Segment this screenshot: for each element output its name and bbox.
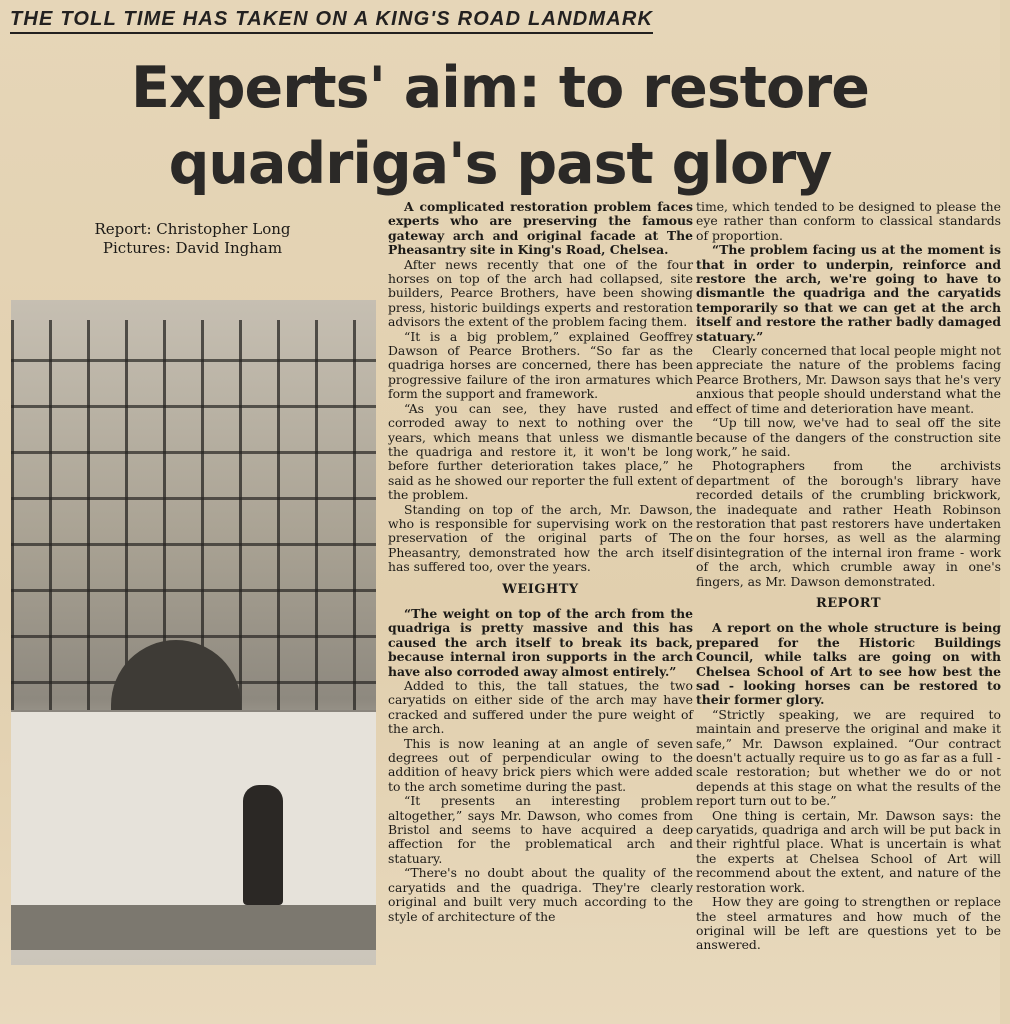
article-paragraph: After news recently that one of the four horses on top of the arch had collapsed, site builders, Pearce Brothers, have been showing press, historic buildings experts and restoration advisors the extent of the problem facing them.: [388, 256, 693, 330]
article-column-middle: [388, 200, 693, 924]
article-paragraph: “It presents an interesting problem altogether,” says Mr. Dawson, who comes from Bristol and seems to have acquired a deep affection for the problematical arch and statuary.: [388, 793, 693, 866]
byline: [60, 220, 325, 258]
pictures-credit: Pictures: David Ingham: [102, 239, 283, 257]
article-paragraph: “As you can see, they have rusted and corroded away to next to nothing over the years, which means that unless we dismantle the quadriga and restore it, it won't be long before further deterioration takes place,” he said as he showed our reporter the full extent of the problem.: [388, 400, 693, 503]
article-paragraph: “The weight on top of the arch from the quadriga is pretty massive and this has caused the arch itself to break its back, because internal iron supports in the arch have also corroded away almost entirely.”: [388, 605, 693, 679]
article-paragraph: time, which tended to be designed to please the eye rather than conform to classical standards of proportion.: [696, 199, 1001, 243]
article-paragraph: “There's no doubt about the quality of the caryatids and the quadriga. They're clearly original and built very much according to the style of architecture of the: [388, 865, 693, 924]
article-paragraph: “It is a big problem,” explained Geoffrey Dawson of Pearce Brothers. “So far as the quadriga horses are concerned, there has been progressive failure of the iron armatures which form the support and framework.: [388, 328, 693, 402]
article-paragraph: “The problem facing us at the moment is that in order to underpin, reinforce and restore the arch, we're going to have to dismantle the quadriga and the caryatids temporarily so that we can get at the arch itself and restore the rather badly damaged statuary.”: [696, 242, 1001, 344]
report-credit: Report: Christopher Long: [94, 220, 291, 238]
article-paragraph: A complicated restoration problem faces experts who are preserving the famous gateway arch and original facade at The Pheasantry site in King's Road, Chelsea.: [388, 199, 693, 258]
site-hoarding: [11, 710, 376, 912]
headline-line-1: Experts' aim: to restore: [131, 55, 869, 121]
article-paragraph: One thing is certain, Mr. Dawson says: the caryatids, quadriga and arch will be put back in their rightful place. What is uncertain is what the experts at Chelsea School of Art will recommend about the extent, and nature of the restoration work.: [696, 807, 1001, 895]
article-paragraph: “Strictly speaking, we are required to maintain and preserve the original and make it safe,” Mr. Dawson explained. “Our contract doesn't actually require us to go as far as a full - scale restoration; but whether we do or not depends at this stage on what the results of the report turn out to be.”: [696, 706, 1001, 809]
article-paragraph: How they are going to strengthen or replace the steel armatures and how much of the original will be left are questions yet to be answered.: [696, 894, 1001, 953]
strapline: THE TOLL TIME HAS TAKEN ON A KING'S ROAD LANDMARK: [10, 8, 653, 34]
article-paragraph: Photographers from the archivists department of the borough's library have recorded details of the crumbling brickwork, the inadequate and rather Heath Robinson restoration that past restorers have undertaken on the four horses, as well as the alarming disintegration of the internal iron frame - work of the arch, which crumble away in one's fingers, as Mr. Dawson demonstrated.: [696, 458, 1001, 589]
article-paragraph: A report on the whole structure is being prepared for the Historic Buildings Council, while talks are going on with Chelsea School of Art to see how best the sad - looking horses can be restored to their former glory.: [696, 620, 1001, 708]
article-paragraph: Clearly concerned that local people might not appreciate the nature of the problems facing Pearce Brothers, Mr. Dawson says that he's very anxious that people should understand what the effect of time and deterioration have meant.: [696, 343, 1001, 416]
subhead-report: REPORT: [815, 595, 882, 611]
article-paragraph: Added to this, the tall statues, the two caryatids on either side of the arch may have cracked and suffered under the pure weight of the arch.: [388, 678, 693, 737]
pedestrian-figure: [243, 785, 283, 905]
subhead-weighty: WEIGHTY: [502, 581, 579, 597]
article-column-right: [696, 200, 1001, 953]
headline: [30, 50, 970, 202]
pavement: [11, 905, 376, 950]
article-paragraph: Standing on top of the arch, Mr. Dawson, who is responsible for supervising work on the preservation of the original parts of The Pheasantry, demonstrated how the arch itself has suffered too, over the years.: [388, 501, 693, 575]
article-paragraph: “Up till now, we've had to seal off the site because of the dangers of the construction site work,” he said.: [696, 415, 1001, 459]
headline-line-2: quadriga's past glory: [168, 131, 832, 197]
article-paragraph: This is now leaning at an angle of seven degrees out of perpendicular owing to the addition of heavy brick piers which were added to the arch sometime during the past.: [388, 735, 693, 794]
photo-pheasantry-arch: [11, 300, 376, 965]
